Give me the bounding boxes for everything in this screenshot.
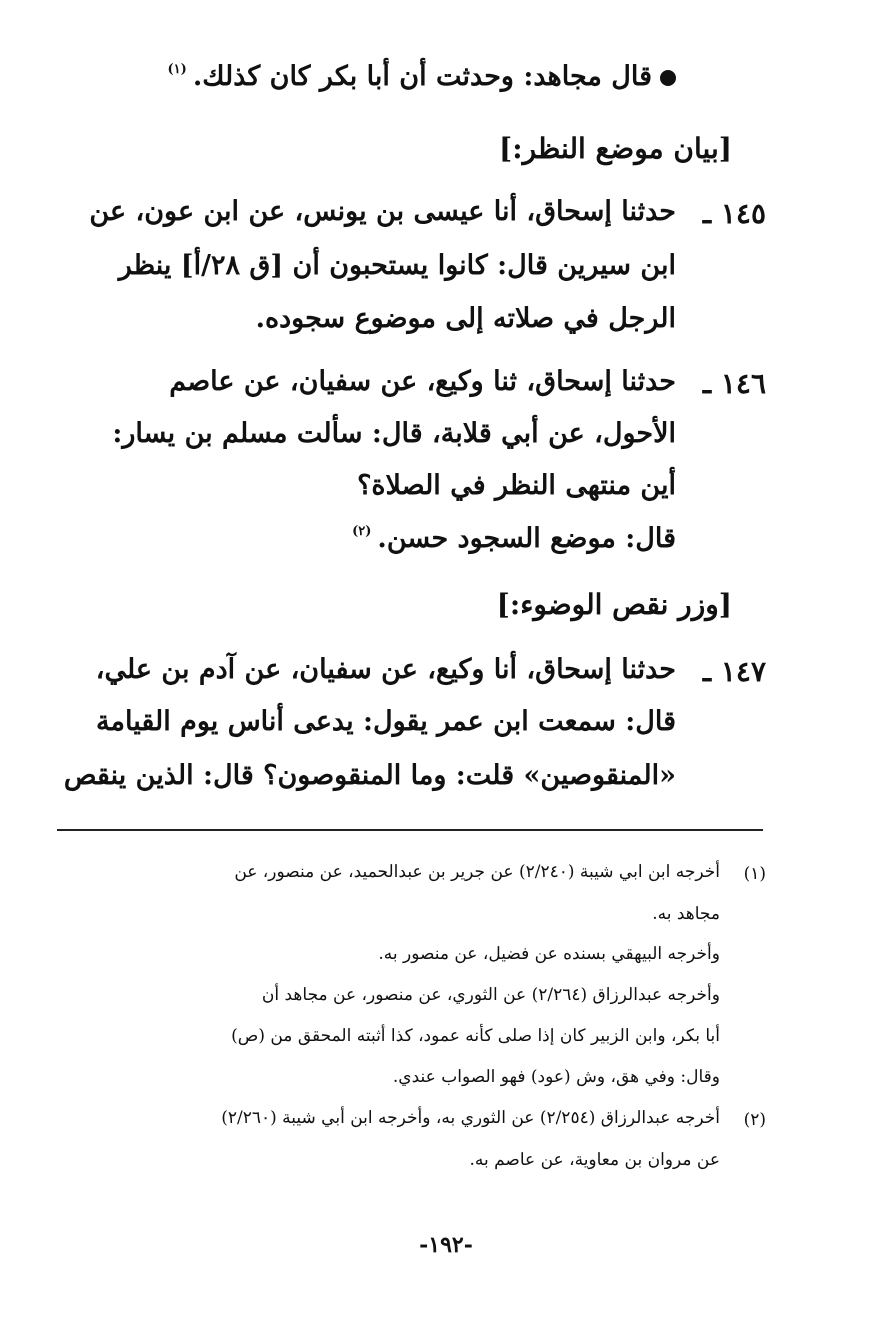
hadith-146-line-3: أين منتهى النظر في الصلاة؟ [357,470,676,501]
footnote-ref-1: (١) [167,62,187,77]
footnote-1-line-4: وأخرجه عبدالرزاق (٢/٢٦٤) عن الثوري، عن منصور، عن مجاهد أن [261,985,720,1005]
footnote-1-line-2: مجاهد به. [652,904,720,924]
hadith-145-line-2: ابن سيرين قال: كانوا يستحبون أن [ق ٢٨/أ] ينظر [118,250,676,281]
opening-statement-text: قال مجاهد: وحدثت أن أبا بكر كان كذلك. [192,61,652,92]
section-heading-ablution: [وزر نقص الوضوء:] [496,588,732,621]
hadith-number-147: ١٤٧ ـ [702,655,766,688]
page-number: -١٩٢- [419,1232,473,1258]
footnote-1-marker: (١) [743,864,766,884]
hadith-145-line-3: الرجل في صلاته إلى موضوع سجوده. [255,303,676,334]
bullet-icon [660,70,676,86]
footnote-ref-2: (٢) [352,524,372,539]
footnote-1-line-3: وأخرجه البيهقي بسنده عن فضيل، عن منصور به. [378,944,720,964]
hadith-145-line-1: حدثنا إسحاق، أنا عيسى بن يونس، عن ابن عون، عن [89,196,676,227]
footnote-1-line-6: وقال: وفي هق، وش (عود) فهو الصواب عندي. [392,1067,720,1087]
hadith-147-line-2: قال: سمعت ابن عمر يقول: يدعى أناس يوم القيامة [96,706,676,737]
hadith-146-line-1: حدثنا إسحاق، ثنا وكيع، عن سفيان، عن عاصم [169,366,676,397]
hadith-number-145: ١٤٥ ـ [702,197,766,230]
footnote-1-line-1: أخرجه ابن ابي شيبة (٢/٢٤٠) عن جرير بن عبدالحميد، عن منصور، عن [234,862,720,882]
footnote-2-marker: (٢) [743,1110,766,1130]
footnote-1-line-5: أبا بكر، وابن الزبير كان إذا صلى كأنه عمود، كذا أثبته المحقق من (ص) [231,1026,720,1046]
hadith-number-146: ١٤٦ ـ [702,367,766,400]
hadith-146-line-4-text: قال: موضع السجود حسن. [377,523,676,554]
hadith-147-line-1: حدثنا إسحاق، أنا وكيع، عن سفيان، عن آدم بن علي، [95,654,676,685]
hadith-146-line-2: الأحول، عن أبي قلابة، قال: سألت مسلم بن يسار: [112,418,676,449]
footnote-2-line-1: أخرجه عبدالرزاق (٢/٢٥٤) عن الثوري به، وأخرجه ابن أبي شيبة (٢/٢٦٠) [221,1108,720,1128]
footnote-2-line-2: عن مروان بن معاوية، عن عاصم به. [469,1150,720,1170]
footnote-divider [57,829,763,831]
opening-statement [168,63,676,90]
section-heading-gaze: [بيان موضع النظر:] [499,132,732,165]
hadith-147-line-3: «المنقوصين» قلت: وما المنقوصون؟ قال: الذين ينقص [63,760,676,791]
hadith-146-line-4 [352,525,676,552]
